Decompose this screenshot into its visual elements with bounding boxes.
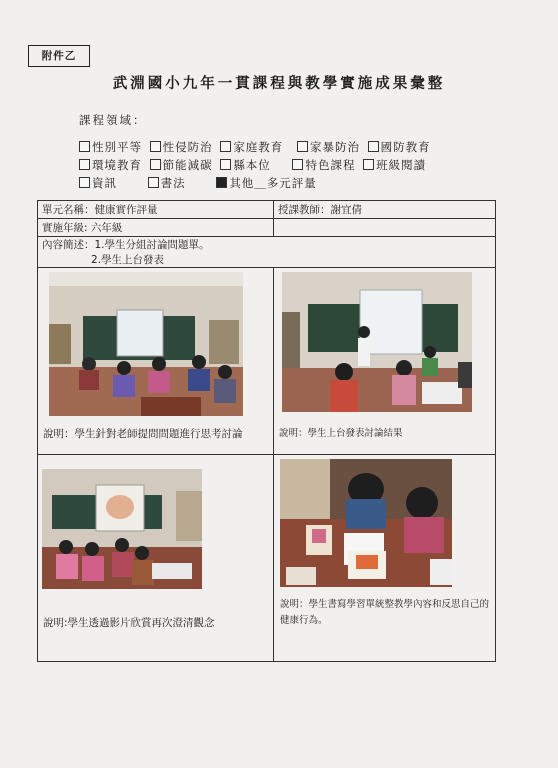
- checkbox[interactable]: [220, 141, 231, 152]
- option-item[interactable]: 資訊: [79, 175, 117, 191]
- options-row-2: [79, 157, 429, 173]
- option-item[interactable]: 節能減碳: [150, 157, 213, 173]
- photo-cell-2: [274, 268, 496, 455]
- page-title: 武淵國小九年一貫課程與教學實施成果彙整: [112, 76, 446, 92]
- photo-caption-4: 說明：學生書寫學習單統整教學內容和反思自己的健康行為。: [280, 599, 490, 626]
- option-item[interactable]: 特色課程: [292, 157, 355, 173]
- summary-cell: 內容簡述：1.學生分組討論問題單。 2.學生上台發表: [38, 237, 496, 268]
- checkbox[interactable]: [292, 159, 303, 170]
- checkbox[interactable]: [79, 177, 90, 188]
- option-item[interactable]: 家暴防治: [297, 139, 360, 155]
- checkbox[interactable]: [220, 159, 231, 170]
- checkbox[interactable]: [368, 141, 379, 152]
- option-item[interactable]: 性侵防治: [150, 139, 213, 155]
- photo-cell-4: [274, 455, 496, 662]
- empty-cell: [274, 219, 496, 237]
- teacher-cell: 授課教師：謝宜倩: [274, 201, 496, 219]
- classroom-photo-presentation: [282, 272, 472, 412]
- option-item[interactable]: 其他＿多元評量: [216, 175, 317, 191]
- checkbox[interactable]: [79, 141, 90, 152]
- option-item[interactable]: 國防教育: [368, 139, 431, 155]
- attachment-tag: 附件乙: [28, 45, 90, 67]
- option-item[interactable]: 環境教育: [79, 157, 142, 173]
- unit-name-cell: 單元名稱：健康實作評量: [38, 201, 274, 219]
- classroom-photo-video: [42, 469, 202, 589]
- option-item[interactable]: 家庭教育: [220, 139, 283, 155]
- checkbox[interactable]: [297, 141, 308, 152]
- results-table: [37, 200, 496, 662]
- option-item[interactable]: 書法: [148, 175, 186, 191]
- option-item[interactable]: 班級閱讀: [363, 157, 426, 173]
- checkbox[interactable]: [363, 159, 374, 170]
- photo-caption-3: 說明:學生透過影片欣賞再次澄清觀念: [43, 617, 215, 629]
- option-item[interactable]: 性別平等: [79, 139, 142, 155]
- photo-cell-1: [38, 268, 274, 455]
- checkbox[interactable]: [150, 159, 161, 170]
- photo-cell-3: [38, 455, 274, 662]
- checkbox[interactable]: [79, 159, 90, 170]
- checkbox[interactable]: [150, 141, 161, 152]
- options-row-1: [79, 139, 434, 155]
- checkbox[interactable]: [148, 177, 159, 188]
- course-domain-label: 課程領域：: [79, 113, 147, 127]
- photo-caption-1: 說明：學生針對老師提問問題進行思考討論: [43, 428, 243, 440]
- checkbox-checked[interactable]: [216, 177, 227, 188]
- grade-cell: 實施年級: 六年級: [38, 219, 274, 237]
- photo-caption-2: 說明：學生上台發表討論結果: [279, 428, 403, 439]
- options-row-3: [79, 175, 320, 191]
- classroom-photo-worksheet: [280, 459, 452, 587]
- classroom-photo-discussion: [49, 272, 243, 416]
- option-item[interactable]: 縣本位: [220, 157, 271, 173]
